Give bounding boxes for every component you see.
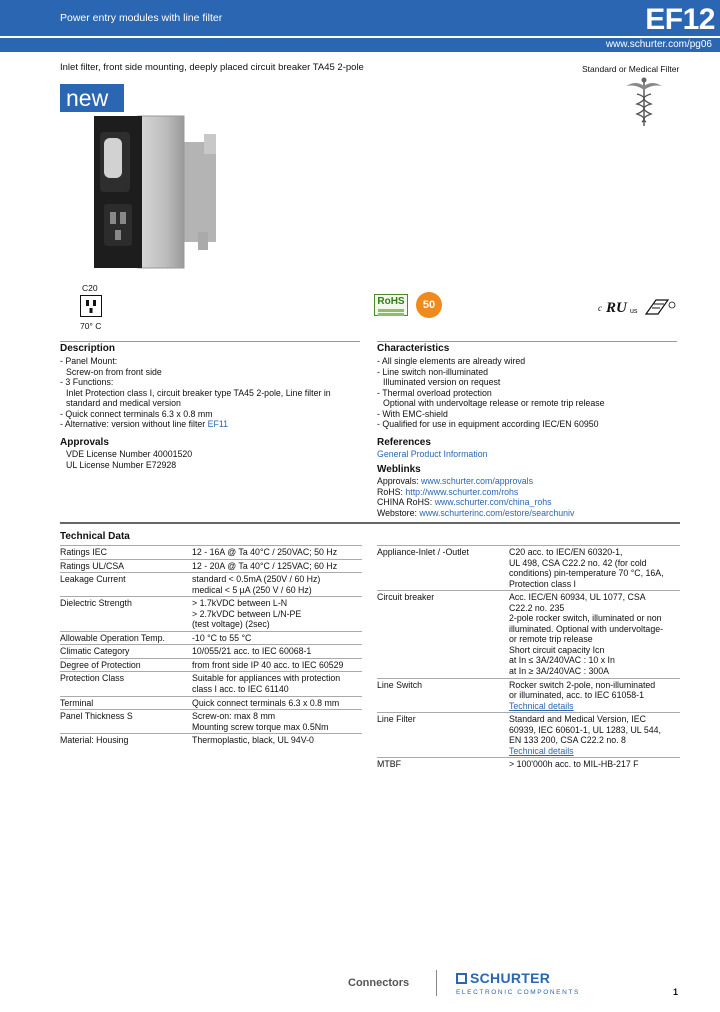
tech-value-line: Screw-on: max 8 mm <box>192 711 276 722</box>
schurter-logo-mark-icon <box>456 973 467 984</box>
tech-value-line: illuminated. Optional with undervoltage- <box>509 623 664 634</box>
weblink-item <box>377 497 574 508</box>
tech-row <box>60 733 362 747</box>
tech-value-line: Mounting screw torque max 0.5Nm <box>192 721 329 732</box>
connector-temp: 70° C <box>80 321 102 331</box>
tech-value-line: 10/055/21 acc. to IEC 60068-1 <box>192 646 312 657</box>
tech-row <box>60 644 362 658</box>
tech-value-line: -10 °C to 55 °C <box>192 632 252 643</box>
tech-key: Terminal <box>60 697 94 708</box>
tech-key: Panel Thickness S <box>60 711 133 722</box>
technical-rule <box>60 522 680 524</box>
rohs-badge <box>374 294 408 316</box>
tech-key: Dielectric Strength <box>60 598 132 609</box>
tech-value-line: Protection class I <box>509 578 576 589</box>
tech-row <box>60 658 362 672</box>
c20-socket-icon <box>80 295 102 317</box>
weblink-item <box>377 487 574 498</box>
tech-row <box>377 590 680 677</box>
tech-value-line: C22.2 no. 235 <box>509 602 565 613</box>
tech-value-line: > 2.7kVDC between L/N-PE <box>192 608 302 619</box>
characteristic-line: - With EMC-shield <box>377 408 448 419</box>
tech-value <box>192 735 362 746</box>
tech-value <box>509 714 680 756</box>
tech-row <box>60 572 362 596</box>
tech-key: Degree of Protection <box>60 659 141 670</box>
tech-value-line: at In ≥ 3A/240VAC : 300A <box>509 666 610 677</box>
characteristic-line: - All single elements are already wired <box>377 356 526 366</box>
tech-value <box>192 547 362 558</box>
header-title: Power entry modules with line filter <box>60 12 223 24</box>
tech-row <box>60 545 362 559</box>
tech-value-line: medical < 5 µA (250 V / 60 Hz) <box>192 584 312 595</box>
technical-details-link[interactable]: Technical details <box>509 700 574 711</box>
approvals-title: Approvals <box>60 437 109 448</box>
description-line: - Panel Mount: <box>60 356 118 366</box>
tech-value <box>192 561 362 572</box>
tech-value-line: 12 - 16A @ Ta 40°C / 250VAC; 50 Hz <box>192 547 338 557</box>
svg-text:RU: RU <box>606 300 627 316</box>
tech-key: MTBF <box>377 759 401 770</box>
tech-row <box>377 545 680 590</box>
tech-row <box>377 757 680 771</box>
header-url-link[interactable]: www.schurter.com/pg06 <box>605 39 712 50</box>
weblinks-title: Weblinks <box>377 464 421 475</box>
brand-name: SCHURTER <box>470 970 551 986</box>
characteristic-line: - Thermal overload protection <box>377 387 492 398</box>
ef11-link[interactable]: EF11 <box>207 419 229 430</box>
technical-right-table <box>377 545 680 771</box>
weblink-item <box>377 508 574 519</box>
weblinks-list <box>377 476 574 518</box>
tech-key: Material: Housing <box>60 735 129 746</box>
tech-value <box>192 660 362 671</box>
tech-value <box>192 711 362 732</box>
technical-details-link[interactable]: Technical details <box>509 745 574 756</box>
tech-key: Protection Class <box>60 673 125 684</box>
description-line: - 3 Functions: <box>60 377 114 388</box>
tech-key: Circuit breaker <box>377 592 435 603</box>
tech-value-line: > 1.7kVDC between L-N <box>192 598 288 609</box>
characteristic-line: - Qualified for use in equipment according IEC/EN 60950 <box>377 419 599 430</box>
tech-value-line: C20 acc. to IEC/EN 60320-1, <box>509 547 623 557</box>
approval-line: VDE License Number 40001520 <box>66 449 193 459</box>
approvals-weblink[interactable]: www.schurter.com/approvals <box>421 476 533 486</box>
description-alt-text: - Alternative: version without line filter <box>60 419 206 430</box>
webstore-weblink[interactable]: www.schurterinc.com/estore/searchuniv <box>419 507 575 518</box>
tech-value <box>192 698 362 709</box>
tech-value-line: from front side IP 40 acc. to IEC 60529 <box>192 659 344 670</box>
new-badge: new <box>60 84 124 112</box>
tech-value-line: > 100'000h acc. to MIL-HB-217 F <box>509 759 639 770</box>
svg-text:c: c <box>598 303 602 313</box>
characteristic-line: Optional with undervoltage release or remote trip release <box>383 398 605 409</box>
tech-value-line: Quick connect terminals 6.3 x 0.8 mm <box>192 697 340 708</box>
tech-row <box>377 712 680 757</box>
description-line <box>60 419 331 430</box>
tech-value <box>192 673 362 694</box>
footer-separator <box>436 970 437 996</box>
technical-title: Technical Data <box>60 531 130 542</box>
tech-key: Ratings UL/CSA <box>60 560 125 571</box>
tech-key: Climatic Category <box>60 646 130 657</box>
anniversary-50-badge: 50 <box>416 292 442 318</box>
approvals-list <box>66 449 192 470</box>
rohs-label: RoHS <box>377 296 405 307</box>
technical-left-table <box>60 545 362 747</box>
characteristic-line: Illuminated version on request <box>383 377 501 388</box>
tech-key: Line Filter <box>377 714 416 725</box>
description-line: Screw-on from front side <box>66 366 162 377</box>
weblink-label: CHINA RoHS: <box>377 497 433 508</box>
weblink-label: Webstore: <box>377 507 417 518</box>
tech-value <box>509 592 680 676</box>
caduceus-icon <box>624 76 664 128</box>
tech-row <box>60 559 362 573</box>
china-rohs-weblink[interactable]: www.schurter.com/china_rohs <box>434 497 552 508</box>
tech-value-line: Rocker switch 2-pole, non-illuminated <box>509 679 656 690</box>
tech-value-line: Thermoplastic, black, UL 94V-0 <box>192 735 314 746</box>
svg-text:us: us <box>630 308 638 315</box>
tech-value-line: Short circuit capacity Icn <box>509 644 605 655</box>
tech-value-line: standard < 0.5mA (250V / 60 Hz) <box>192 574 321 585</box>
tech-row <box>377 678 680 713</box>
filter-type-label: Standard or Medical Filter <box>582 64 680 74</box>
tech-key: Line Switch <box>377 679 422 690</box>
characteristic-line: - Line switch non-illuminated <box>377 366 488 377</box>
schurter-logo <box>456 970 580 997</box>
tech-value <box>192 633 362 644</box>
tech-key: Ratings IEC <box>60 547 107 557</box>
connector-name: C20 <box>82 283 98 293</box>
tech-value-line: at In ≤ 3A/240VAC : 10 x In <box>509 655 615 666</box>
tech-value-line: (test voltage) (2sec) <box>192 619 270 630</box>
tech-row <box>60 709 362 733</box>
rohs-weblink[interactable]: http://www.schurter.com/rohs <box>405 486 519 497</box>
description-line: - Quick connect terminals 6.3 x 0.8 mm <box>60 408 213 419</box>
weblink-item <box>377 476 574 487</box>
tech-value <box>192 646 362 657</box>
brand-sub: ELECTRONIC COMPONENTS <box>456 988 580 996</box>
general-product-info-link[interactable]: General Product Information <box>377 449 488 459</box>
tech-value-line: 12 - 20A @ Ta 40°C / 125VAC; 60 Hz <box>192 560 338 571</box>
weblink-label: Approvals: <box>377 476 419 486</box>
tech-row <box>60 671 362 695</box>
product-subtitle: Inlet filter, front side mounting, deeply placed circuit breaker TA45 2-pole <box>60 62 364 73</box>
tech-value-line: or illuminated, acc. to IEC 61058-1 <box>509 690 644 701</box>
tech-value <box>509 680 680 712</box>
tech-value-line: UL 498, CSA C22.2 no. 42 (for cold <box>509 557 647 568</box>
tech-row <box>60 596 362 631</box>
approval-line: UL License Number E72928 <box>66 459 177 470</box>
description-rule <box>60 341 360 342</box>
footer-section: Connectors <box>348 977 410 989</box>
weblink-label: RoHS: <box>377 486 403 497</box>
product-image <box>86 112 226 274</box>
ul-approval-icon <box>598 296 678 318</box>
description-list <box>60 356 331 430</box>
characteristics-title: Characteristics <box>377 343 450 354</box>
tech-value-line: or remote trip release <box>509 634 593 645</box>
tech-row <box>60 631 362 645</box>
tech-key: Allowable Operation Temp. <box>60 632 165 643</box>
product-code: EF12 <box>645 3 715 36</box>
tech-value-line: Standard and Medical Version, IEC <box>509 714 646 725</box>
tech-value <box>192 574 362 595</box>
description-line: Inlet Protection class I, circuit breaker type TA45 2-pole, Line filter in <box>66 387 331 398</box>
tech-value-line: class I acc. to IEC 61140 <box>192 684 289 695</box>
tech-value-line: Suitable for appliances with protection <box>192 673 341 684</box>
tech-key: Appliance-Inlet / -Outlet <box>377 547 469 557</box>
tech-key: Leakage Current <box>60 574 126 585</box>
tech-value <box>509 759 680 770</box>
description-title: Description <box>60 343 116 354</box>
tech-value-line: 60939, IEC 60601-1, UL 1283, UL 544, <box>509 724 661 735</box>
page-number: 1 <box>673 987 679 997</box>
characteristics-rule <box>377 341 677 342</box>
tech-value-line: conditions) pin-temperature 70 °C, 16A, <box>509 568 664 579</box>
description-line: standard and medical version <box>66 398 181 409</box>
tech-value-line: EN 133 200, CSA C22.2 no. 8 <box>509 735 626 746</box>
characteristics-list <box>377 356 605 430</box>
tech-value <box>192 598 362 630</box>
tech-value-line: Acc. IEC/EN 60934, UL 1077, CSA <box>509 592 646 603</box>
tech-row <box>60 696 362 710</box>
tech-value <box>509 547 680 589</box>
references-title: References <box>377 437 431 448</box>
tech-value-line: 2-pole rocker switch, illuminated or non <box>509 613 662 624</box>
